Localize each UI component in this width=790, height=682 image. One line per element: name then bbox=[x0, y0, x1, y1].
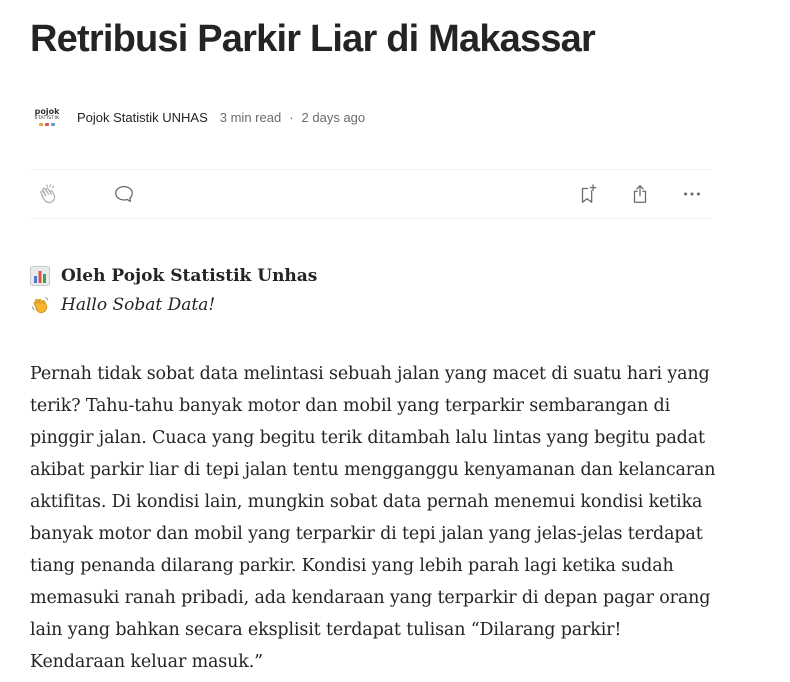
published-date: 2 days ago bbox=[301, 109, 366, 125]
avatar-text-top: pojok bbox=[34, 107, 60, 116]
article-paragraph: Pernah tidak sobat data melintasi sebuah jalan yang macet di suatu hari yang terik? Tahu-tahu banyak motor dan mobil yang terparkir sembarangan di pinggir jalan. Cuaca yang begitu terik ditambah lalu lintas yang begitu padat akibat parkir liar di tepi jalan tentu mengganggu kenyamanan dan kelancaran aktifitas. Di kondisi lain, mungkin sobat data pernah menemui kondisi ketika banyak motor dan mobil yang terparkir di tepi jalan yang jelas-jelas terdapat tiang penanda dilarang parkir. Kondisi yang lebih parah lagi ketika sudah memasuki ranah pribadi, ada kendaraan yang terparkir di depan pagar orang lain yang bahkan secara eksplisit terdapat tulisan “Dilarang parkir! Kendaraan keluar masuk.” bbox=[30, 364, 716, 672]
intro-author-line bbox=[30, 262, 730, 290]
read-time: 3 min read bbox=[219, 109, 282, 125]
article-action-bar bbox=[30, 169, 712, 219]
comment-icon[interactable] bbox=[112, 182, 136, 206]
intro-author-text: Oleh Pojok Statistik Unhas bbox=[61, 266, 318, 286]
more-icon[interactable] bbox=[680, 182, 704, 206]
article-body bbox=[30, 262, 730, 672]
intro-greeting-text: Hallo Sobat Data! bbox=[61, 295, 216, 315]
bookmark-add-icon[interactable] bbox=[576, 182, 600, 206]
author-name-link[interactable]: Pojok Statistik UNHAS bbox=[77, 109, 208, 125]
meta-separator: · bbox=[289, 109, 294, 125]
waving-hand-emoji-icon bbox=[30, 294, 52, 316]
article-title: Retribusi Parkir Liar di Makassar bbox=[30, 18, 595, 60]
bar-chart-emoji-icon bbox=[30, 266, 52, 286]
byline bbox=[30, 100, 365, 134]
author-avatar[interactable] bbox=[30, 100, 64, 134]
clap-icon[interactable] bbox=[36, 183, 60, 207]
share-icon[interactable] bbox=[628, 182, 652, 206]
intro-greeting-line bbox=[30, 290, 730, 320]
avatar-text-bottom: STATISTIK bbox=[34, 116, 60, 121]
avatar-logo-marks bbox=[39, 123, 55, 126]
